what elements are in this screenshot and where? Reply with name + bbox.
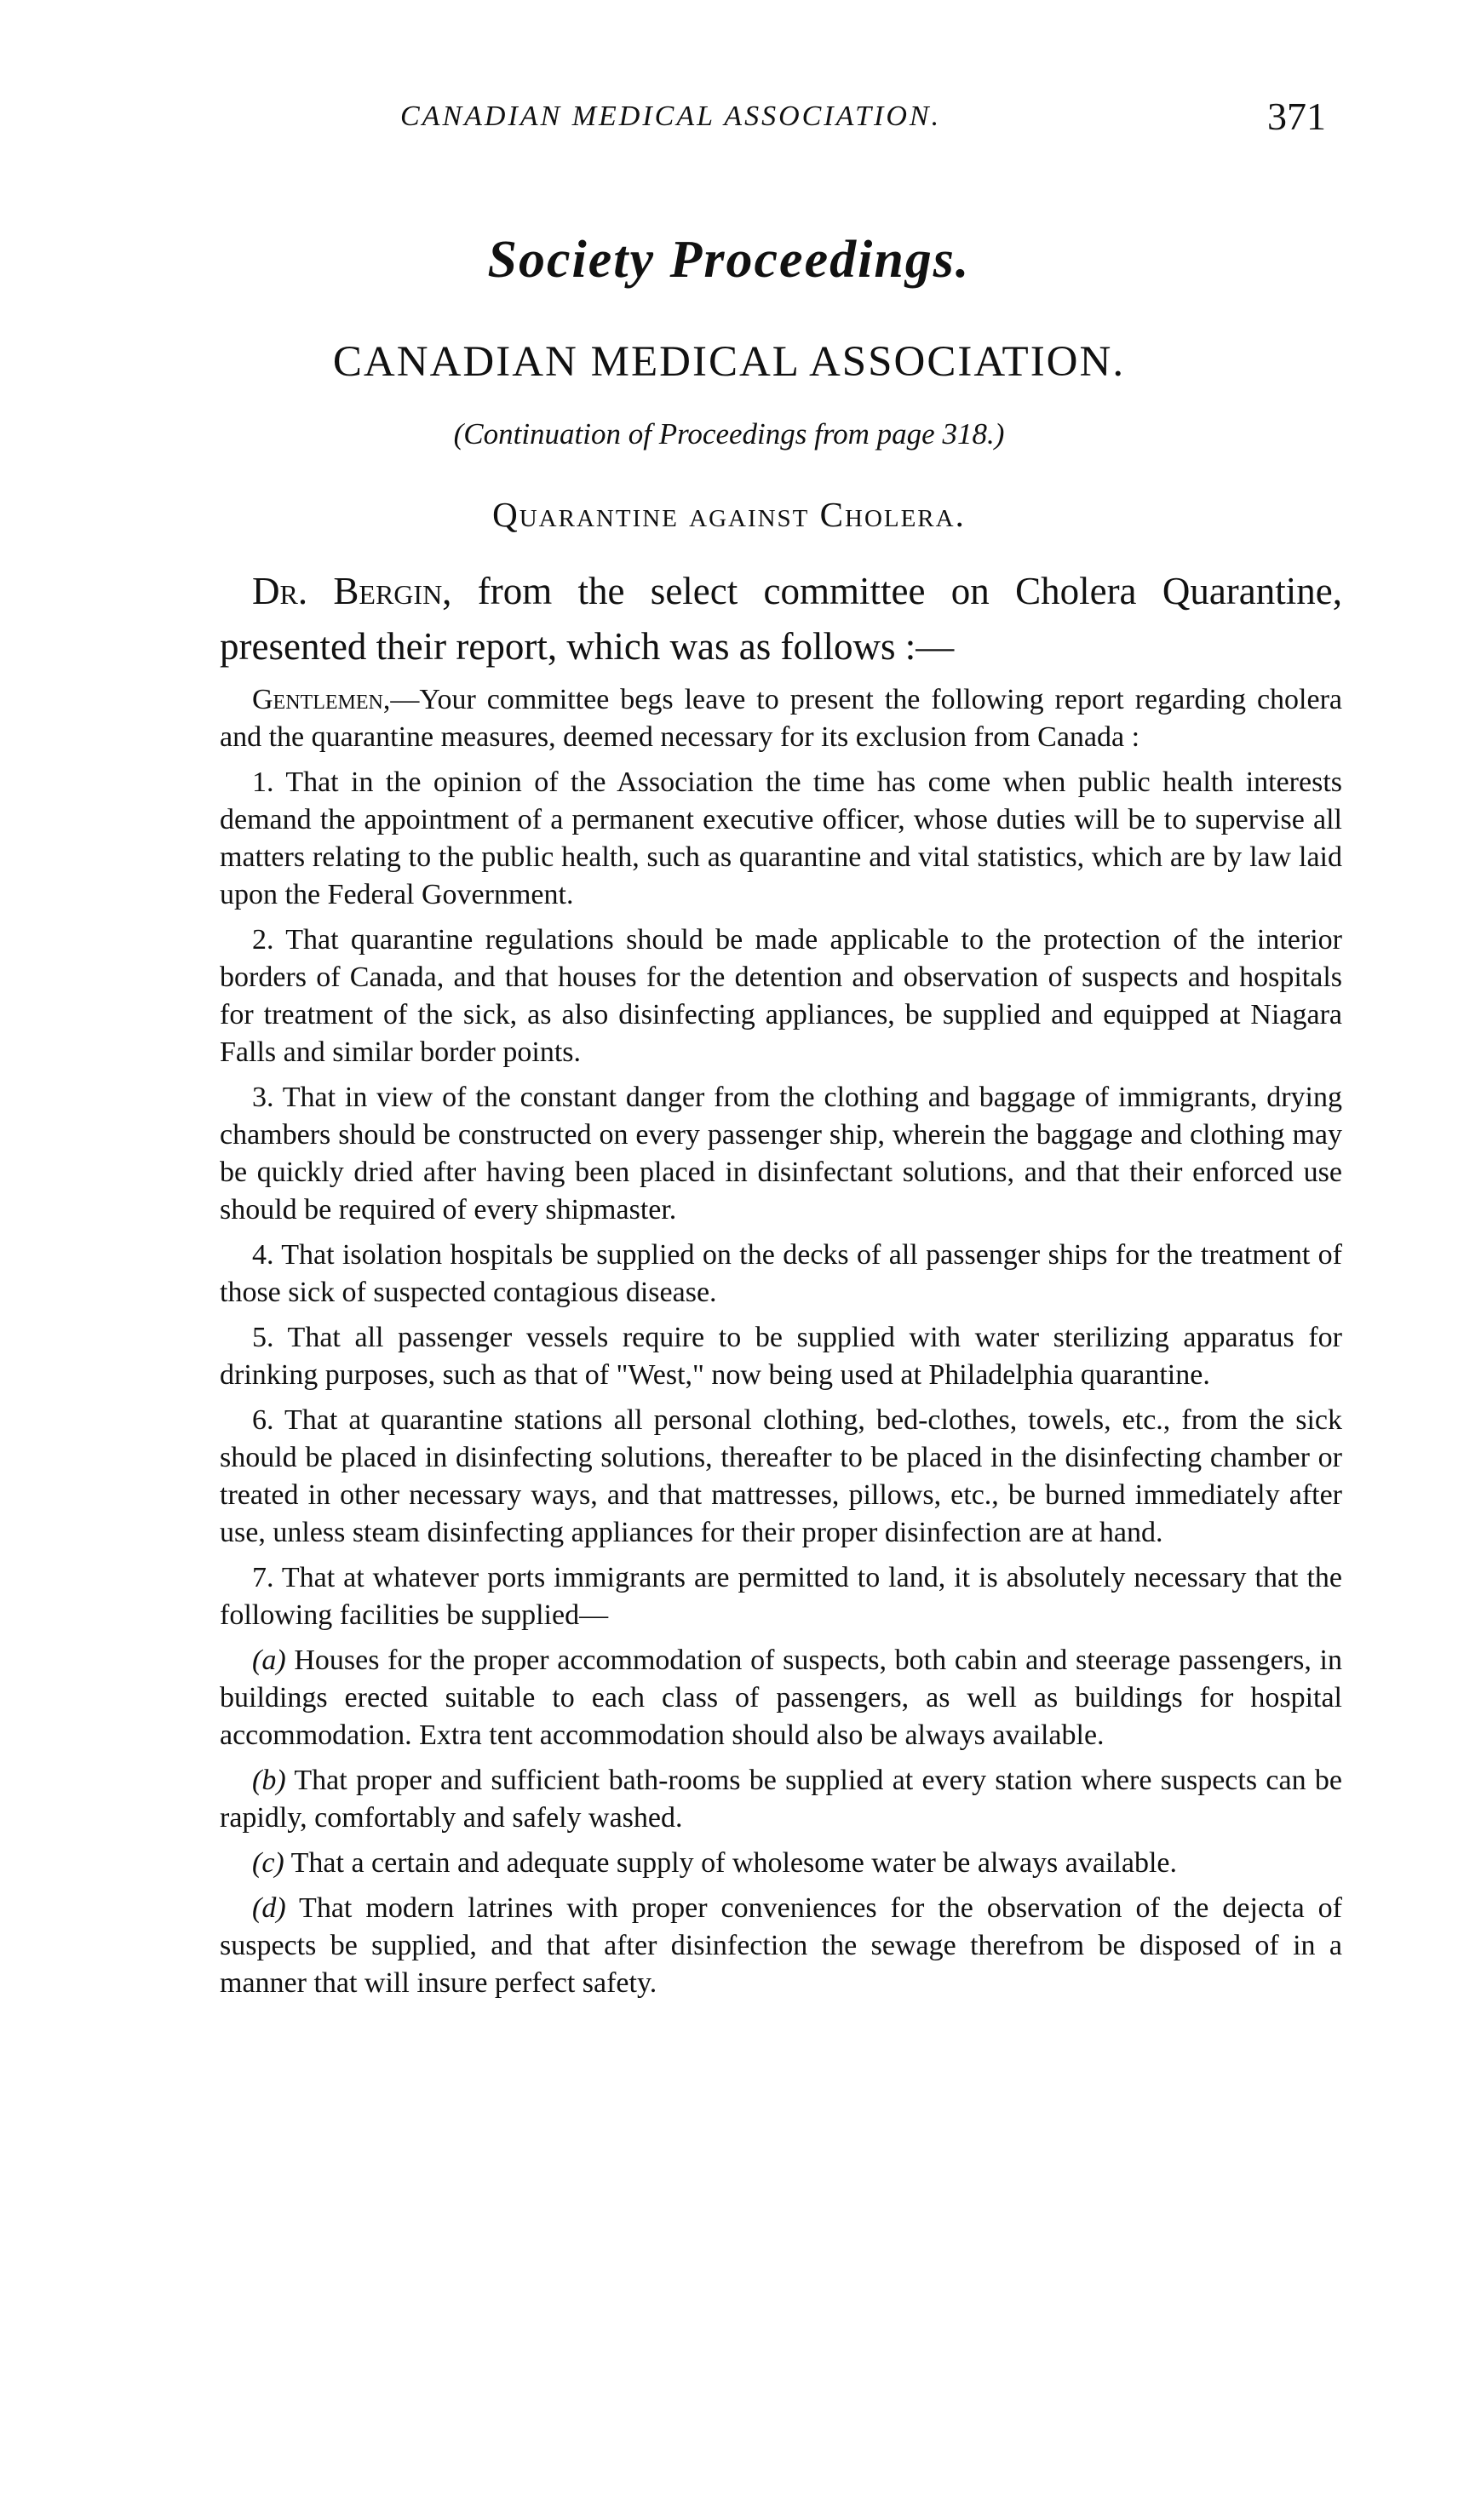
- subitem-text: That proper and sufficient bath-rooms be supplied at every station where suspects can be rapidly, comfortably and safely washed.: [220, 1765, 1342, 1834]
- intro-text: from the select committee on Cholera Quarantine, presented their report, which was as follows :—: [220, 570, 1342, 668]
- subitem-marker: (a): [252, 1645, 286, 1676]
- subitem-text: Houses for the proper accommodation of suspects, both cabin and steerage passengers, in buildings erected suitable to each class of passengers, as well as buildings for hospital accommodation. Extra tent accommodation should also be always available.: [220, 1645, 1342, 1751]
- subtitle: Quarantine against Cholera.: [492, 495, 966, 534]
- report-subitem: [220, 1762, 1342, 1837]
- org-title: CANADIAN MEDICAL ASSOCIATION.: [332, 338, 1126, 386]
- report-item: 5. That all passenger vessels require to be supplied with water sterilizing apparatus for drinking purposes, such as that of "West," now being used at Philadelphia quarantine.: [220, 1322, 1342, 1391]
- report-item: 6. That at quarantine stations all personal clothing, bed-clothes, towels, etc., from the sick should be placed in disinfecting solutions, thereafter to be placed in the disinfecting chamber or treated in other necessary ways, and that mattresses, pillows, etc., be burned immediately after use, unless steam disinfecting appliances for their proper disinfection are at hand.: [220, 1404, 1342, 1548]
- report-item: 2. That quarantine regulations should be made applicable to the protection of the interior borders of Canada, and that houses for the detention and observation of suspects and hospitals for treatment of the sick, as also disinfecting appliances, be supplied and equipped at Niagara Falls and similar border points.: [220, 924, 1342, 1068]
- running-head: CANADIAN MEDICAL ASSOCIATION.: [400, 100, 942, 132]
- speaker-name: Dr. Bergin,: [252, 570, 452, 612]
- report-body: [220, 681, 1342, 2010]
- subitem-text: That modern latrines with proper conveniences for the observation of the dejecta of suspects be supplied, and that after disinfection the sewage therefrom be disposed of in a manner that will insure perfect safety.: [220, 1892, 1342, 1999]
- subitem-marker: (c): [252, 1847, 284, 1879]
- subitem-marker: (b): [252, 1765, 286, 1796]
- subitem-marker: (d): [252, 1892, 286, 1924]
- salutation: Gentlemen,: [252, 684, 391, 715]
- opening-text: —Your committee begs leave to present the following report regarding cholera and the quarantine measures, deemed necessary for its exclusion from Canada :: [220, 684, 1342, 753]
- report-item: 1. That in the opinion of the Association the time has come when public health interests demand the appointment of a permanent executive officer, whose duties will be to supervise all matters relating to the public health, such as quarantine and vital statistics, which are by law laid upon the Federal Government.: [220, 766, 1342, 910]
- report-item: 3. That in view of the constant danger from the clothing and baggage of immigrants, drying chambers should be constructed on every passenger ship, wherein the baggage and clothing may be quickly dried after having been placed in disinfectant solutions, and that their enforced use should be required of every shipmaster.: [220, 1082, 1342, 1226]
- report-opening: [220, 681, 1342, 756]
- subitem-text: That a certain and adequate supply of wholesome water be always available.: [284, 1847, 1177, 1879]
- page-number: 371: [1267, 95, 1326, 138]
- intro-paragraph: [220, 564, 1342, 674]
- continuation-note: (Continuation of Proceedings from page 318.): [453, 417, 1005, 451]
- report-subitem: [220, 1642, 1342, 1754]
- report-subitem: [220, 1845, 1342, 1882]
- report-item: 7. That at whatever ports immigrants are permitted to land, it is absolutely necessary that the following facilities be supplied—: [220, 1562, 1342, 1631]
- report-subitem: [220, 1890, 1342, 2002]
- section-title: Society Proceedings.: [487, 231, 971, 289]
- report-item: 4. That isolation hospitals be supplied on the decks of all passenger ships for the treatment of those sick of suspected contagious disease.: [220, 1239, 1342, 1308]
